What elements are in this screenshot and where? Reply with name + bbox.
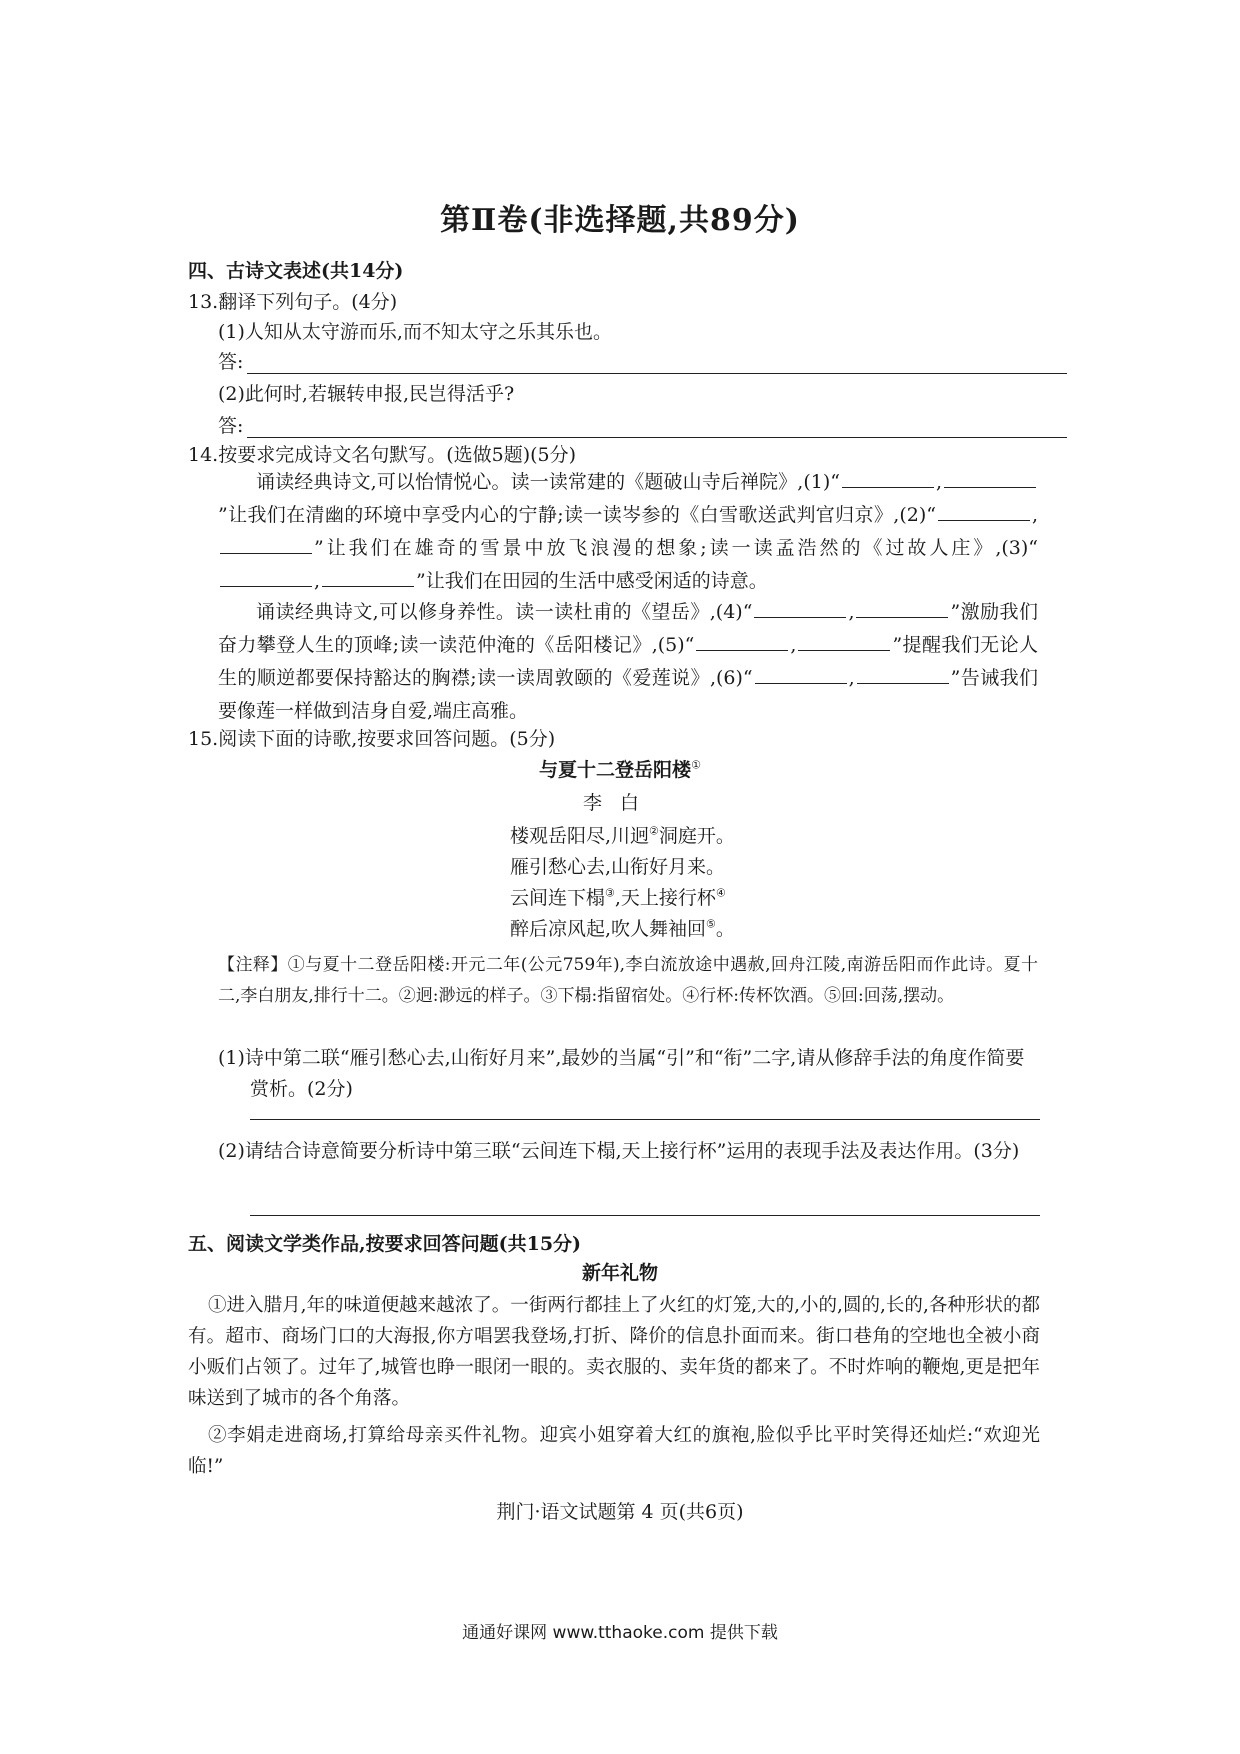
paper-title: 第Ⅱ卷(非选择题,共89分) — [440, 203, 800, 238]
story-paragraph-2: ②李娟走进商场,打算给母亲买件礼物。迎宾小姐穿着大红的旗袍,脸似乎比平时笑得还灿烂:“欢迎光临!” — [188, 1425, 1040, 1477]
fill-blank — [696, 632, 788, 651]
poem-text: 。 — [715, 918, 735, 940]
poem-text: 洞庭开。 — [658, 825, 735, 847]
q14-text: 诵读经典诗文,可以修身养性。读一读杜甫的《望岳》,(4)“ — [256, 601, 753, 623]
fill-blank — [842, 469, 934, 488]
q14-stem: 14.按要求完成诗文名句默写。(选做5题)(5分) — [188, 444, 577, 466]
q13-sentence-2: (2)此何时,若辗转申报,民岂得活乎? — [218, 383, 515, 405]
fill-blank — [220, 535, 312, 554]
poem-title — [0, 755, 1240, 782]
fill-blank — [220, 568, 312, 587]
poem-text: 雁引愁心去,山衔好月来。 — [510, 856, 726, 878]
answer-line — [247, 355, 1067, 374]
comma: , — [848, 601, 855, 623]
answer-line — [250, 1214, 1040, 1216]
poem-text: ,天上接行杯 — [614, 887, 716, 909]
q15-sub-2: (2)请结合诗意简要分析诗中第三联“云间连下榻,天上接行杯”运用的表现手法及表达作用。(3分) — [218, 1140, 1020, 1162]
q14-paragraph-2 — [218, 596, 1038, 728]
comma: , — [848, 667, 855, 689]
fill-blank — [798, 632, 890, 651]
poem-text: 云间连下榻 — [510, 887, 606, 909]
q14-text: 诵读经典诗文,可以怡情悦心。读一读常建的《题破山寺后禅院》,(1)“ — [256, 471, 840, 493]
fill-blank — [857, 665, 949, 684]
comma: , — [314, 570, 321, 592]
fill-blank — [944, 469, 1036, 488]
q13-stem: 13.翻译下列句子。(4分) — [188, 291, 398, 313]
answer-line — [250, 1118, 1040, 1120]
q13-sentence-1: (1)人知从太守游而乐,而不知太守之乐其乐也。 — [218, 321, 612, 343]
page-footer: 荆门·语文试题第 4 页(共6页) — [496, 1501, 744, 1523]
q14-paragraph-1 — [218, 466, 1038, 598]
poem-line — [510, 852, 725, 879]
comma: , — [1031, 504, 1038, 526]
poem-line — [510, 914, 735, 941]
comma: , — [790, 634, 797, 656]
q14-text: ”激励我们奋力攀登人生的顶峰;读一读范仲淹的《岳阳楼记》,(5)“ — [218, 601, 1038, 656]
fill-blank — [322, 568, 414, 587]
q14-text: ”提醒我们无论人生的顺逆都要保持豁达的胸襟;读一读周敦颐的《爱莲说》,(6)“ — [218, 634, 1038, 689]
footnote-mark: ① — [691, 758, 701, 772]
poem-author: 李白 — [582, 792, 657, 814]
q14-text: ”让我们在田园的生活中感受闲适的诗意。 — [416, 570, 768, 592]
answer-label: 答: — [218, 415, 244, 437]
q14-text: ”告诫我们要像莲一样做到洁身自爱,端庄高雅。 — [218, 667, 1038, 722]
footnote-mark: ③ — [605, 886, 615, 900]
q14-text: ”让我们在清幽的环境中享受内心的宁静;读一读岑参的《白雪歌送武判官归京》,(2)“ — [218, 504, 936, 526]
q15-stem: 15.阅读下面的诗歌,按要求回答问题。(5分) — [188, 728, 556, 750]
answer-label: 答: — [218, 351, 244, 373]
q14-text: ”让我们在雄奇的雪景中放飞浪漫的想象;读一读孟浩然的《过故人庄》,(3)“ — [314, 537, 1038, 559]
poem-notes: 【注释】①与夏十二登岳阳楼:开元二年(公元759年),李白流放途中遇赦,回舟江陵,南游岳阳而作此诗。夏十二,李白朋友,排行十二。②迥:渺远的样子。③下榻:指留宿处。④行杯:传杯饮酒。⑤回:回荡,摆动。 — [218, 955, 1038, 1006]
footnote-mark: ② — [649, 824, 659, 838]
section-five-heading: 五、阅读文学类作品,按要求回答问题(共15分) — [188, 1233, 582, 1255]
poem-line — [510, 883, 726, 910]
footnote-mark: ④ — [715, 886, 726, 900]
poem-line — [510, 821, 735, 848]
download-watermark: 通通好课网 www.tthaoke.com 提供下载 — [462, 1623, 778, 1643]
fill-blank — [938, 502, 1030, 521]
q13-answer-2 — [218, 411, 1067, 438]
fill-blank — [754, 599, 846, 618]
story-paragraph-1: ①进入腊月,年的味道便越来越浓了。一街两行都挂上了火红的灯笼,大的,小的,圆的,长的,各种形状的都有。超市、商场门口的大海报,你方唱罢我登场,打折、降价的信息扑面而来。街口巷角的空地也全被小商小贩们占领了。过年了,城管也睁一眼闭一眼的。卖衣服的、卖年货的都来了。不时炸响的鞭炮,更是把年味送到了城市的各个角落。 — [188, 1295, 1040, 1409]
fill-blank — [755, 665, 847, 684]
poem-title-text: 与夏十二登岳阳楼 — [539, 759, 692, 781]
q13-answer-1 — [218, 347, 1067, 374]
poem-text: 楼观岳阳尽,川迥 — [510, 825, 650, 847]
section-four-heading: 四、古诗文表述(共14分) — [188, 260, 404, 282]
story-title: 新年礼物 — [581, 1262, 658, 1284]
q15-sub-1: (1)诗中第二联“雁引愁心去,山衔好月来”,最妙的当属“引”和“衔”二字,请从修辞手法的角度作简要赏析。(2分) — [218, 1047, 1025, 1100]
answer-line — [247, 419, 1067, 438]
footnote-mark: ⑤ — [706, 917, 716, 931]
fill-blank — [856, 599, 948, 618]
poem-text: 醉后凉风起,吹人舞袖回 — [510, 918, 707, 940]
comma: , — [935, 471, 942, 493]
